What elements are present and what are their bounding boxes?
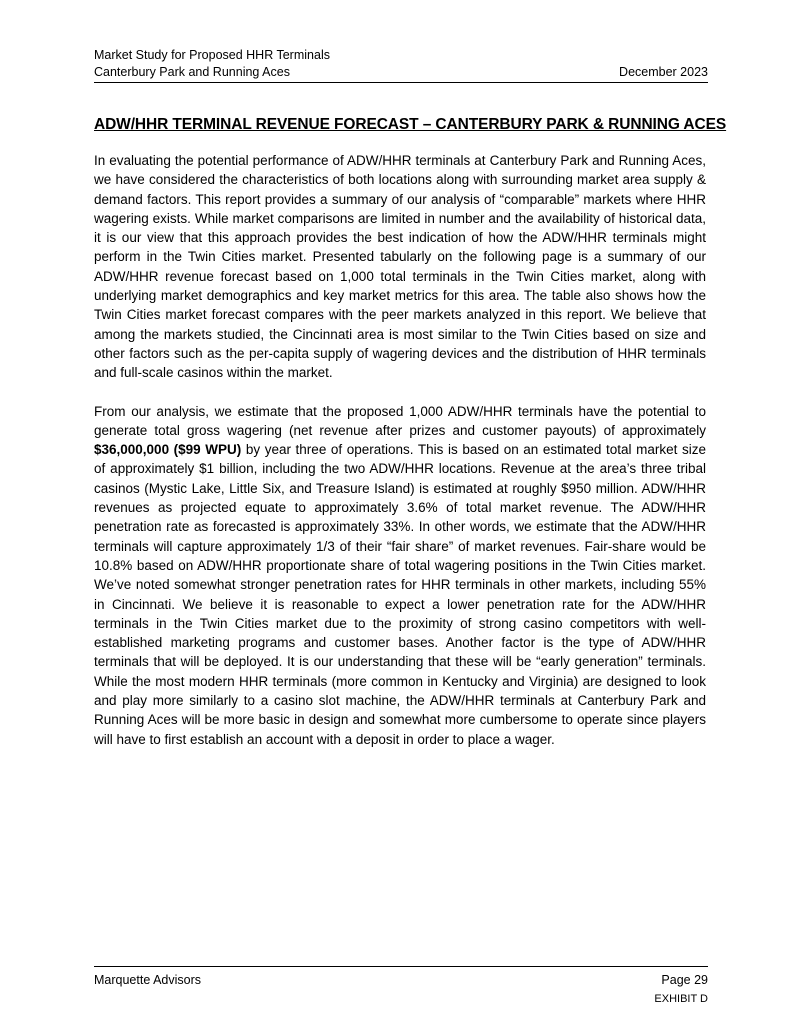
- page-number: Page 29: [661, 973, 708, 987]
- section-title: ADW/HHR TERMINAL REVENUE FORECAST – CANTERBURY PARK & RUNNING ACES: [94, 116, 727, 133]
- paragraph-2-text-b: by year three of operations. This is based on an estimated total market size of approximately $1 billion, including the two ADW/HHR locations. Revenue at the area’s three tribal casinos (Mystic Lake, Little Six, and Treasure Island) is estimated at roughly $950 million. ADW/HHR revenues as projected equate to approximately 3.6% of total market revenue. The ADW/HHR penetration rate as forecasted is approximately 33%. In other words, we estimate that the ADW/HHR terminals will capture approximately 1/3 of their “fair share” of market revenues. Fair-share would be 10.8% based on ADW/HHR proportionate share of total wagering positions in the Twin Cities market. We’ve noted somewhat stronger penetration rates for HHR terminals in other markets, including 55% in Cincinnati. We believe it is reasonable to expect a lower penetration rate for the ADW/HHR terminals in the Twin Cities market due to the proximity of strong casino competitors with well-established marketing programs and customer bases. Another factor is the type of ADW/HHR terminals that will be deployed. It is our understanding that these will be “early generation” terminals. While the most modern HHR terminals (more common in Kentucky and Virginia) are designed to look and play more similarly to a casino slot machine, the ADW/HHR terminals at Canterbury Park and Running Aces will be more basic in design and somewhat more cumbersome to operate since players will have to first establish an account with a deposit in order to place a wager.: [94, 442, 706, 747]
- report-subject: Canterbury Park and Running Aces: [94, 65, 290, 79]
- report-title: Market Study for Proposed HHR Terminals: [94, 48, 330, 62]
- paragraph-2: [94, 402, 706, 749]
- paragraph-1: In evaluating the potential performance of ADW/HHR terminals at Canterbury Park and Running Aces, we have considered the characteristics of both locations along with surrounding market area supply & demand factors. This report provides a summary of our analysis of “comparable” markets where HHR wagering exists. While market comparisons are limited in number and the availability of historical data, it is our view that this approach provides the best indication of how the ADW/HHR terminals might perform in the Twin Cities market. Presented tabularly on the following page is a summary of our ADW/HHR revenue forecast based on 1,000 total terminals in the Twin Cities market, along with underlying market demographics and key market metrics for this area. The table also shows how the Twin Cities market forecast compares with the peer markets analyzed in this report. We believe that among the markets studied, the Cincinnati area is most similar to the Twin Cities based on size and other factors such as the per-capita supply of wagering devices and the distribution of HHR terminals and full-scale casinos within the market.: [94, 153, 706, 381]
- report-date: December 2023: [619, 65, 708, 79]
- document-body: [94, 151, 706, 768]
- footer-company: Marquette Advisors: [94, 973, 201, 987]
- exhibit-label: EXHIBIT D: [654, 993, 708, 1005]
- header-row: [94, 64, 708, 83]
- page-header: [94, 47, 708, 83]
- paragraph-2-text-a: From our analysis, we estimate that the proposed 1,000 ADW/HHR terminals have the potential to generate total gross wagering (net revenue after prizes and customer payouts) of approximately: [94, 403, 706, 438]
- page-footer: [94, 966, 708, 988]
- revenue-figure: $36,000,000 ($99 WPU): [94, 442, 242, 458]
